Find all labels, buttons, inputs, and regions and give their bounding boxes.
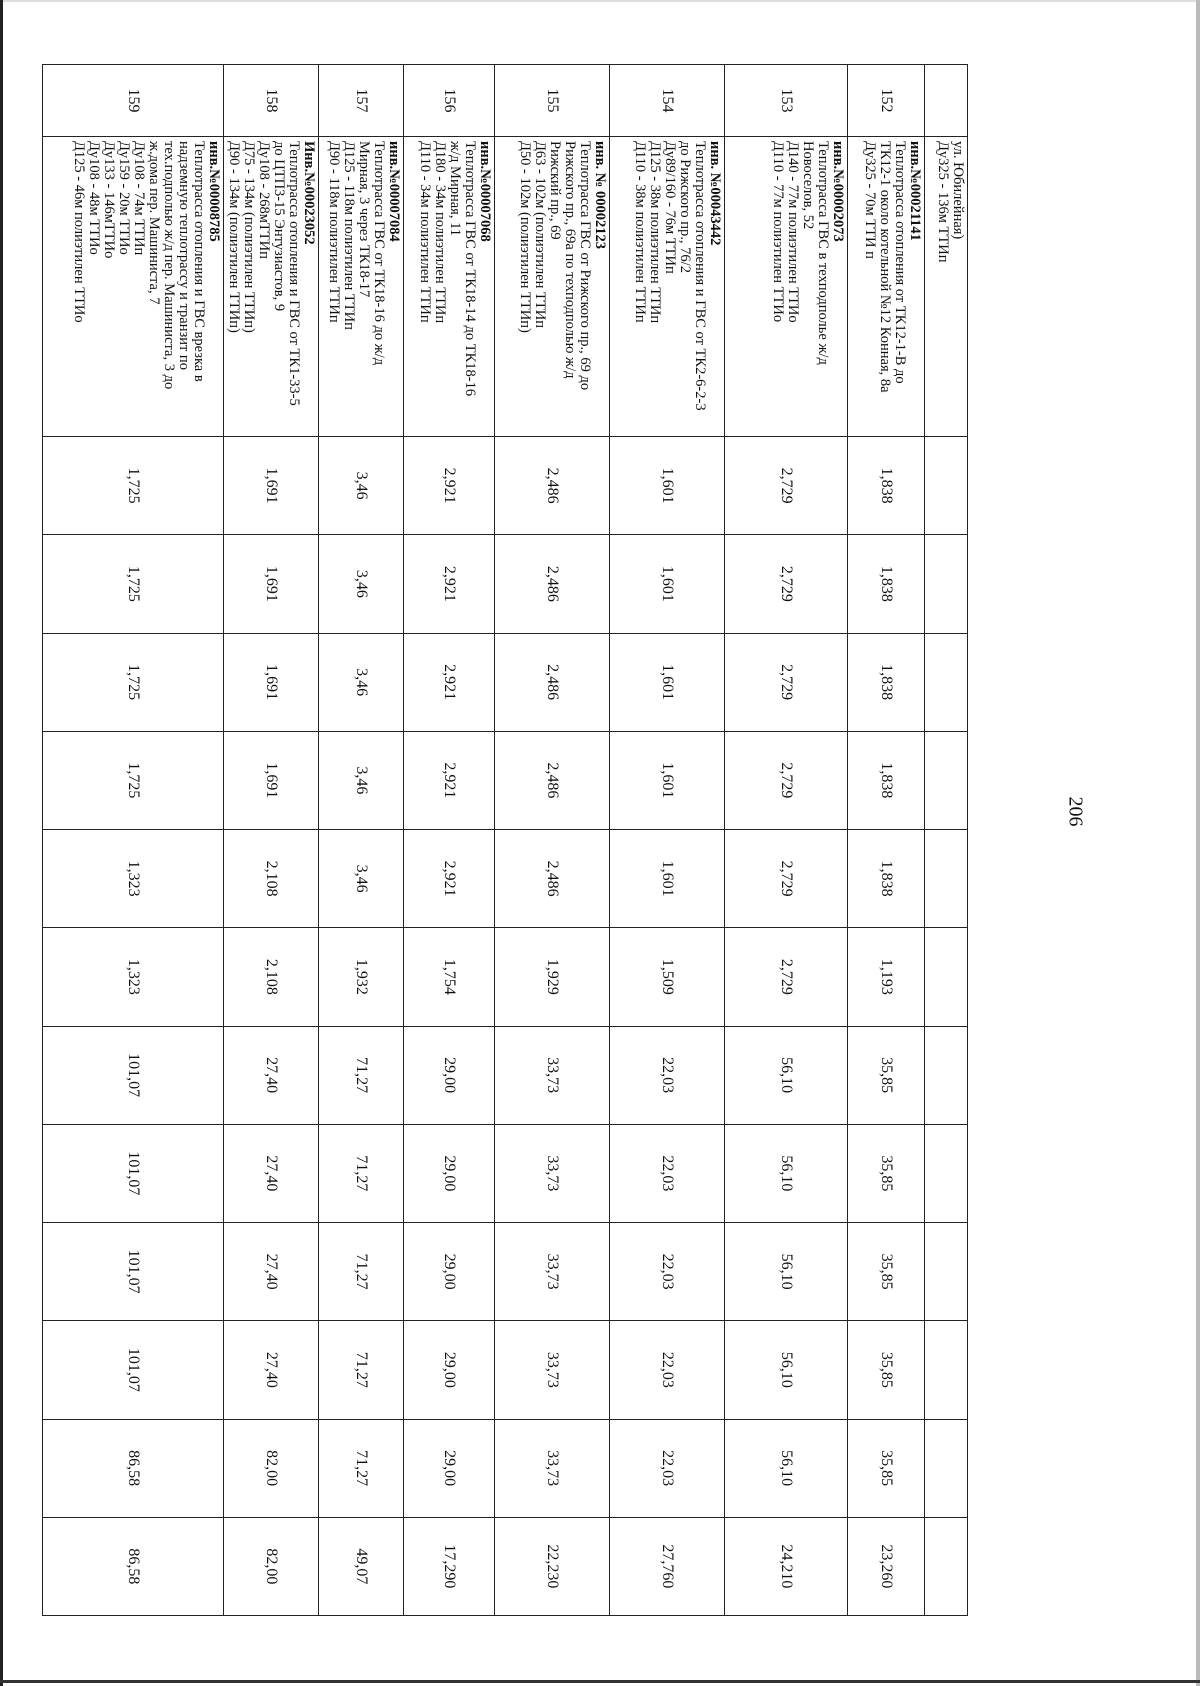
value-cell: 86,58	[43, 1419, 224, 1517]
inventory-number: инв.№00008785	[206, 141, 222, 242]
value-cell: 3,46	[319, 731, 404, 829]
scan-edge-bottom	[0, 1680, 1200, 1683]
value-cell: 2,729	[725, 437, 848, 535]
table-row	[43, 65, 224, 1616]
row-number-cell: 157	[319, 65, 404, 137]
row-number-cell: 152	[848, 65, 925, 137]
table-row	[610, 65, 725, 1616]
description-line: Д125 - 118м полиэтилен ТТИп	[341, 141, 357, 330]
scan-edge-left	[0, 0, 3, 1686]
value-cell: 1,929	[495, 928, 610, 1026]
value-cell: 22,03	[610, 1321, 725, 1419]
row-number-cell	[925, 65, 968, 137]
value-cell: 1,725	[43, 731, 224, 829]
description-line: Теплотрасса ГВС от ТК18-16 до ж/д	[371, 141, 387, 366]
table-row	[725, 65, 848, 1616]
continuation-line: ул. Юбилейная)	[950, 141, 966, 240]
value-cell: 22,03	[610, 1419, 725, 1517]
value-cell: 1,193	[848, 928, 925, 1026]
value-cell: 82,00	[224, 1517, 319, 1615]
row-number-cell: 158	[224, 65, 319, 137]
value-cell: 35,85	[848, 1124, 925, 1222]
value-cell: 2,486	[495, 437, 610, 535]
inventory-number: инв. №00043442	[707, 141, 723, 246]
scan-edge-right	[1196, 0, 1200, 1686]
value-cell	[925, 1321, 968, 1419]
description-line: Ду133 - 146мТТИо	[101, 141, 117, 259]
value-cell	[925, 633, 968, 731]
value-cell: 2,486	[495, 731, 610, 829]
value-cell: 71,27	[319, 1419, 404, 1517]
value-cell	[925, 1026, 968, 1124]
value-cell: 56,10	[725, 1026, 848, 1124]
tariff-table	[42, 64, 968, 1616]
description-line: Ду159 - 20м ТТИо	[116, 141, 132, 255]
row-description-cell	[848, 137, 925, 437]
description-line: Мирная, 3 через ТК18-17	[356, 141, 372, 298]
value-cell: 23,260	[848, 1517, 925, 1615]
description-line: ТК12-1 около котельной №12 Конная, 8а	[877, 141, 893, 393]
value-cell: 1,838	[848, 633, 925, 731]
row-description-cell	[224, 137, 319, 437]
description-line: Д110 - 34м полиэтилен ТТИп	[417, 141, 433, 323]
value-cell: 2,108	[224, 928, 319, 1026]
row-description-cell	[725, 137, 848, 437]
value-cell: 3,46	[319, 633, 404, 731]
value-cell: 2,729	[725, 535, 848, 633]
description-line: Ду325 - 70м ТТИ п	[862, 141, 878, 259]
value-cell: 1,601	[610, 535, 725, 633]
value-cell: 56,10	[725, 1124, 848, 1222]
value-cell: 1,601	[610, 731, 725, 829]
value-cell: 1,932	[319, 928, 404, 1026]
table-row	[224, 65, 319, 1616]
value-cell: 49,07	[319, 1517, 404, 1615]
rotated-table-wrapper	[71, 64, 968, 1616]
value-cell: 56,10	[725, 1419, 848, 1517]
row-number-cell: 155	[495, 65, 610, 137]
description-line: Ду108 - 268мТТИп	[256, 141, 272, 259]
value-cell: 27,40	[224, 1026, 319, 1124]
value-cell: 22,03	[610, 1124, 725, 1222]
value-cell: 2,921	[404, 535, 495, 633]
description-line: Д90 - 134м (полиэтилен ТТИп)	[226, 141, 242, 333]
inventory-number: Инв.№00023052	[301, 141, 317, 245]
continuation-line: Ду325 - 136м ТТИп	[935, 141, 951, 263]
value-cell: 2,729	[725, 830, 848, 928]
description-line: Д125 - 38м полиэтилен ТТИп	[647, 141, 663, 324]
value-cell: 101,07	[43, 1321, 224, 1419]
value-cell: 29,00	[404, 1321, 495, 1419]
value-cell: 71,27	[319, 1321, 404, 1419]
row-description-cell	[610, 137, 725, 437]
value-cell: 1,838	[848, 830, 925, 928]
value-cell: 71,27	[319, 1124, 404, 1222]
page-number: 206	[1064, 796, 1087, 827]
row-description-cell	[319, 137, 404, 437]
description-line: Теплотрасса ГВС от Рижского пр., 69 до	[577, 141, 593, 391]
description-line: тех.подполью ж/д пер. Машиниста, 3 до	[161, 141, 177, 390]
value-cell: 27,760	[610, 1517, 725, 1615]
inventory-number: инв.№00007084	[386, 141, 402, 242]
value-cell: 27,40	[224, 1223, 319, 1321]
description-line: Теплотрасса отопления от ТК12-1-В до	[892, 141, 908, 384]
value-cell: 1,725	[43, 535, 224, 633]
description-line: ж/д Мирная, 11	[447, 141, 463, 237]
value-cell: 1,601	[610, 437, 725, 535]
value-cell	[925, 437, 968, 535]
value-cell: 1,838	[848, 731, 925, 829]
description-line: Рижский пр., 69	[547, 141, 563, 240]
value-cell: 29,00	[404, 1026, 495, 1124]
value-cell: 22,03	[610, 1223, 725, 1321]
table-row-continuation	[925, 65, 968, 1616]
value-cell: 56,10	[725, 1223, 848, 1321]
table-row	[848, 65, 925, 1616]
description-line: Теплотрасса отопления и ГВС врезка в	[191, 141, 207, 382]
value-cell	[925, 928, 968, 1026]
value-cell: 33,73	[495, 1419, 610, 1517]
value-cell	[925, 1419, 968, 1517]
value-cell: 1,323	[43, 928, 224, 1026]
table-body	[43, 65, 968, 1616]
value-cell: 27,40	[224, 1321, 319, 1419]
value-cell: 2,486	[495, 830, 610, 928]
value-cell: 29,00	[404, 1419, 495, 1517]
value-cell: 56,10	[725, 1321, 848, 1419]
description-line: Новоселов, 52	[800, 141, 816, 230]
value-cell	[925, 1517, 968, 1615]
description-line: Теплотрасса ГВС от ТК18-14 до ТК18-16	[462, 141, 478, 397]
row-description-cell	[495, 137, 610, 437]
value-cell	[925, 535, 968, 633]
value-cell: 1,838	[848, 437, 925, 535]
description-line: Д125 - 46м полиэтилен ТТИо	[71, 141, 87, 323]
value-cell: 2,486	[495, 633, 610, 731]
description-line: Ду108 - 74м ТТИп	[131, 141, 147, 256]
value-cell: 27,40	[224, 1124, 319, 1222]
row-number-cell: 154	[610, 65, 725, 137]
row-description-cell	[925, 137, 968, 437]
value-cell: 101,07	[43, 1223, 224, 1321]
value-cell: 2,921	[404, 633, 495, 731]
value-cell: 1,691	[224, 731, 319, 829]
value-cell	[925, 830, 968, 928]
description-line: Д63 - 102м (полиэтилен ТТИп	[532, 141, 548, 328]
value-cell: 35,85	[848, 1026, 925, 1124]
value-cell: 2,921	[404, 437, 495, 535]
description-line: Д90 - 118м полиэтилен ТТИп	[326, 141, 342, 323]
value-cell: 3,46	[319, 830, 404, 928]
value-cell: 2,108	[224, 830, 319, 928]
value-cell: 29,00	[404, 1124, 495, 1222]
value-cell: 17,290	[404, 1517, 495, 1615]
description-line: Д110 - 38м полиэтилен ТТИп	[632, 141, 648, 323]
row-number-cell: 153	[725, 65, 848, 137]
value-cell: 2,921	[404, 731, 495, 829]
value-cell: 2,729	[725, 731, 848, 829]
value-cell: 33,73	[495, 1026, 610, 1124]
value-cell: 71,27	[319, 1026, 404, 1124]
value-cell: 1,323	[43, 830, 224, 928]
description-line: до Рижского пр., 76/2	[677, 141, 693, 273]
value-cell: 1,509	[610, 928, 725, 1026]
description-line: ж.дома пер. Машиниста, 7	[146, 141, 162, 305]
value-cell: 1,838	[848, 535, 925, 633]
inventory-number: инв.№00002073	[830, 141, 846, 242]
value-cell: 86,58	[43, 1517, 224, 1615]
value-cell: 2,921	[404, 830, 495, 928]
description-line: Д180 - 34м полиэтилен ТТИп	[432, 141, 448, 324]
description-line: Д75 - 134м (полиэтилен ТТИп)	[241, 141, 257, 333]
value-cell: 1,754	[404, 928, 495, 1026]
description-line: Теплотрасса отопления и ГВС от ТК2-6-2-3	[692, 141, 708, 411]
value-cell: 2,729	[725, 633, 848, 731]
table-row	[404, 65, 495, 1616]
value-cell	[925, 1223, 968, 1321]
row-number-cell: 156	[404, 65, 495, 137]
value-cell: 3,46	[319, 535, 404, 633]
description-line: Теплотрасса отопления и ГВС от ТК1-33-5	[286, 141, 302, 406]
scan-edge-top	[0, 0, 1200, 2]
value-cell: 2,486	[495, 535, 610, 633]
row-number-cell: 159	[43, 65, 224, 137]
value-cell: 1,601	[610, 830, 725, 928]
value-cell: 1,691	[224, 437, 319, 535]
value-cell: 33,73	[495, 1223, 610, 1321]
description-line: Д50 - 102м (полиэтилен ТТИп)	[517, 141, 533, 333]
value-cell: 35,85	[848, 1419, 925, 1517]
value-cell: 2,729	[725, 928, 848, 1026]
description-line: надземную теплотрассу и транзит по	[176, 141, 192, 370]
value-cell: 29,00	[404, 1223, 495, 1321]
value-cell: 33,73	[495, 1321, 610, 1419]
description-line: Теплотрасса ГВС в техподполье ж/д	[815, 141, 831, 365]
inventory-number: инв.№00007068	[477, 141, 493, 242]
value-cell: 33,73	[495, 1124, 610, 1222]
description-line: Ду108 - 48м ТТИо	[86, 141, 102, 255]
value-cell: 82,00	[224, 1419, 319, 1517]
table-row	[319, 65, 404, 1616]
value-cell: 22,230	[495, 1517, 610, 1615]
value-cell: 1,725	[43, 437, 224, 535]
value-cell: 1,691	[224, 633, 319, 731]
value-cell: 22,03	[610, 1026, 725, 1124]
description-line: Рижского пр., 69а по техподполью ж/д	[562, 141, 578, 379]
value-cell: 24,210	[725, 1517, 848, 1615]
row-description-cell	[43, 137, 224, 437]
value-cell: 101,07	[43, 1124, 224, 1222]
value-cell: 101,07	[43, 1026, 224, 1124]
value-cell: 1,691	[224, 535, 319, 633]
value-cell	[925, 731, 968, 829]
value-cell	[925, 1124, 968, 1222]
value-cell: 71,27	[319, 1223, 404, 1321]
value-cell: 1,601	[610, 633, 725, 731]
row-description-cell	[404, 137, 495, 437]
value-cell: 35,85	[848, 1321, 925, 1419]
description-line: Ду89/160 - 76м ТТИп	[662, 141, 678, 274]
value-cell: 1,725	[43, 633, 224, 731]
description-line: до ЦТП3-15 Энтузиастов, 9	[271, 141, 287, 312]
table-row	[495, 65, 610, 1616]
inventory-number: инв.№00021141	[907, 141, 923, 241]
value-cell: 35,85	[848, 1223, 925, 1321]
description-line: Д110 - 77м полиэтилен ТТИо	[770, 141, 786, 323]
value-cell: 3,46	[319, 437, 404, 535]
description-line: Д140 - 77м полиэтилен ТТИо	[785, 141, 801, 323]
inventory-number: инв. № 00002123	[592, 141, 608, 249]
